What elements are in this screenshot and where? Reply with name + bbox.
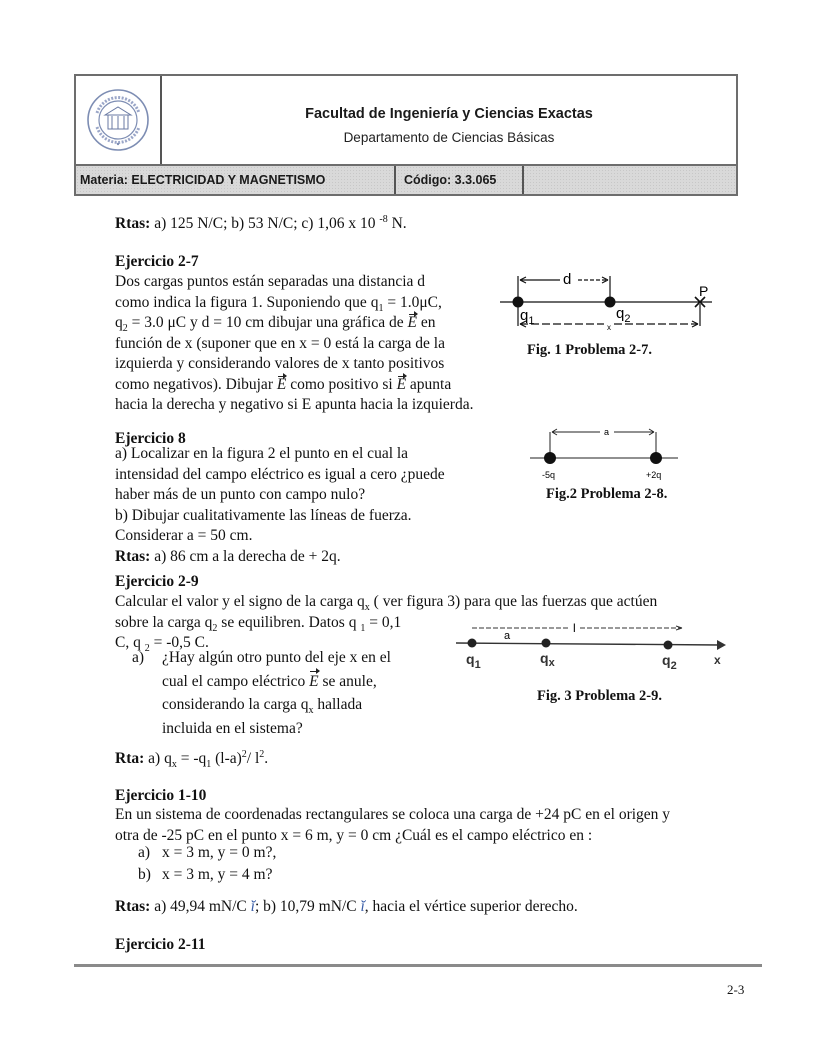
subject-label: Materia: ELECTRICIDAD Y MAGNETISMO xyxy=(80,173,326,187)
exercise-2-7-body: Dos cargas puntos están separadas una distancia d como indica la figura 1. Suponiendo que $q_1 = 1.0\mu C$, $q_2 = 3.0$ μC y d = 10 cm dibujar una gráfica de E en función de x (suponer que en x = 0 está la carga de la izquierda y considerando valores de x tanto positivos como negativos). Dibujar E como positivo si E apunta hacia la derecha y negativo si E apunta hacia la izquierda. xyxy=(115,273,474,413)
fig3-label-x: x xyxy=(714,653,721,667)
fig2-label-a: a xyxy=(604,427,610,437)
fig1-charge-q2 xyxy=(605,297,616,308)
exercise-8-answer: Rtas: a) 86 cm a la derecha de + 2q. xyxy=(115,547,341,565)
fig1-label-d: d xyxy=(563,271,572,288)
fig3-charge-qx xyxy=(542,639,551,648)
fig1-label-x: x xyxy=(607,323,611,332)
fig1-label-q2: $q_2$ xyxy=(616,305,631,325)
exercise-8-title: Ejercicio 8 xyxy=(115,430,186,447)
vector-e-symbol: E xyxy=(408,313,417,334)
vector-e-symbol: E xyxy=(309,670,318,694)
fig3-x-axis xyxy=(456,643,720,645)
document-header-table xyxy=(74,74,738,196)
previous-answer: Rtas: a) 125 N/C; b) 53 N/C; c) 1,06 x 10 $^{-8}$ N. xyxy=(115,213,407,232)
course-code: Código: 3.3.065 xyxy=(404,173,497,187)
figure-2-diagram xyxy=(530,422,680,482)
header-bottom-row xyxy=(76,166,736,194)
exercise-2-9-answer: Rta: a) $q_x = -q_1$ $(l-a)^2/$ $l^2$. xyxy=(115,748,269,771)
fig2-charge-left xyxy=(544,452,556,464)
exercise-1-10-body: En un sistema de coordenadas rectangulares se coloca una carga de +24 pC en el origen y otra de -25 pC en el punto x = 6 m, y = 0 cm ¿Cuál es el campo eléctrico en : xyxy=(115,806,671,844)
figure-1-caption: Fig. 1 Problema 2-7. xyxy=(527,342,652,358)
exercise-8-body: a) Localizar en la figura 2 el punto en el cual la intensidad del campo eléctrico es igual a cero ¿puede haber más de un punto con campo nulo? b) Dibujar cualitativamente las líneas de fuerza. Considerar a = 50 cm. Rtas: a) 86 cm a la derecha de + 2q. xyxy=(115,444,485,567)
fig3-label-qx: $q_x$ xyxy=(540,650,555,669)
header-title-cell xyxy=(162,76,736,164)
vector-e-symbol: E xyxy=(397,375,406,396)
department-subtitle: Departamento de Ciencias Básicas xyxy=(343,130,555,145)
fig3-charge-q2 xyxy=(664,641,673,650)
figure-3-caption: Fig. 3 Problema 2-9. xyxy=(537,688,662,704)
fig3-label-a: a xyxy=(504,630,511,642)
empty-cell xyxy=(524,166,736,194)
university-seal-icon xyxy=(83,85,153,155)
exercise-2-11-title: Ejercicio 2-11 xyxy=(115,936,206,953)
figure-3-diagram xyxy=(452,618,742,678)
exercise-2-9-title: Ejercicio 2-9 xyxy=(115,573,199,590)
fig2-charge-right xyxy=(650,452,662,464)
unit-vector-i-icon: ĭ xyxy=(250,898,255,915)
fig3-axis-arrowhead xyxy=(717,640,726,650)
fig2-label-left: -5q xyxy=(542,470,556,480)
header-top-row xyxy=(76,76,736,166)
exercise-1-10-answer: Rtas: a) 49,94 mN/C ĭ; b) 10,79 mN/C ĭ, hacia el vértice superior derecho. xyxy=(115,898,578,915)
fig1-label-q1: $q_1$ xyxy=(520,307,535,327)
fig3-charge-q1 xyxy=(468,639,477,648)
exercise-2-7-title: Ejercicio 2-7 xyxy=(115,253,199,270)
faculty-title: Facultad de Ingeniería y Ciencias Exactas xyxy=(305,106,593,122)
fig3-label-l: l xyxy=(573,621,576,635)
page-number: 2-3 xyxy=(727,982,745,997)
fig2-label-right: +2q xyxy=(646,470,662,480)
fig3-label-q2: $q_2$ xyxy=(662,652,677,672)
figure-1-diagram xyxy=(500,268,730,348)
header-logo-cell xyxy=(76,76,162,164)
footer-divider xyxy=(74,964,762,967)
exercise-2-9-body: Calcular el valor y el signo de la carga $q_x$ ( ver figura 3) para que las fuerzas que actúen sobre la carga $q_2$ se equilibren. Datos q $_1$ = 0,1 C, q $_2$ = -0,5 C. xyxy=(115,593,658,655)
fig3-label-q1: $q_1$ xyxy=(466,651,481,671)
subject-cell xyxy=(76,166,396,194)
fig1-label-p: P xyxy=(699,283,709,299)
exercise-1-10-title: Ejercicio 1-10 xyxy=(115,787,207,804)
vector-e-symbol: E xyxy=(277,375,286,396)
code-cell xyxy=(396,166,524,194)
figure-2-caption: Fig.2 Problema 2-8. xyxy=(546,486,668,502)
exercise-2-9-item-a: a) ¿Hay algún otro punto del eje x en el cual el campo eléctrico E se anule, considerando la carga $q_x$ hallada incluida en el sistema? xyxy=(132,649,391,737)
unit-vector-i-icon: ĭ xyxy=(360,898,365,915)
fig1-charge-q1 xyxy=(513,297,524,308)
